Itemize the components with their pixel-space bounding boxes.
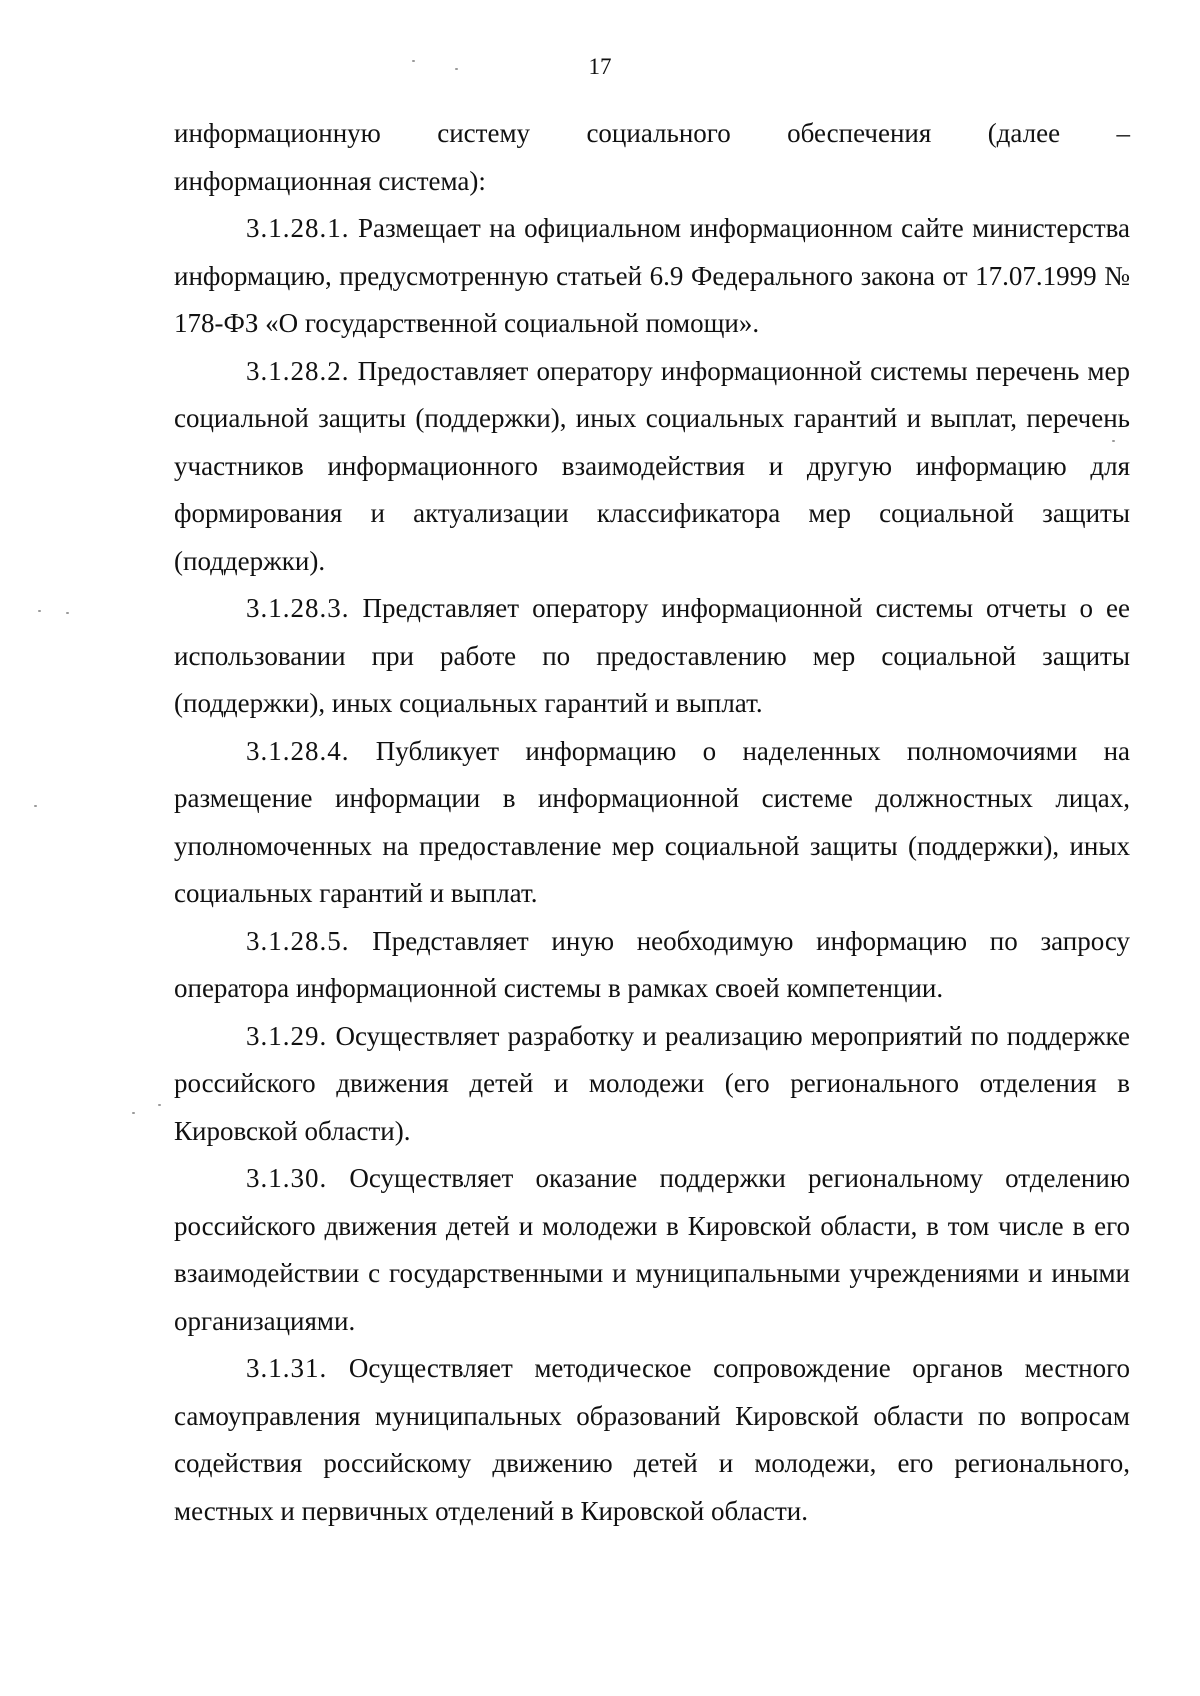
clause-number: 3.1.29. xyxy=(246,1020,328,1051)
intro-word: – xyxy=(1116,118,1130,148)
scan-speck xyxy=(1112,440,1115,442)
intro-word: (далее xyxy=(987,118,1061,148)
clause-3-1-28-3 xyxy=(174,585,1130,728)
clause-text: Размещает на официальном информационном сайте министерства информацию, предусмотренную статьей 6.9 Федерального закона от 17.07.1999 № 178-ФЗ «О государственной социальной помощи». xyxy=(174,213,1130,338)
clause-text: Предоставляет оператору информационной системы перечень мер социальной защиты (поддержки), иных социальных гарантий и выплат, перечень участников информационного взаимодействия и другую информацию для формирования и актуализации классификатора мер социальной защиты (поддержки). xyxy=(174,355,1130,576)
clause-3-1-28-1 xyxy=(174,205,1130,348)
intro-word: обеспечения xyxy=(787,118,932,148)
clause-text: Осуществляет разработку и реализацию мероприятий по поддержке российского движения детей и молодежи (его регионального отделения в Кировской области). xyxy=(174,1020,1130,1146)
clause-text: Публикует информацию о наделенных полномочиями на размещение информации в информационной системе должностных лицах, уполномоченных на предоставление мер социальной защиты (поддержки), иных социальных гарантий и выплат. xyxy=(174,735,1130,908)
clause-3-1-28-5 xyxy=(174,918,1130,1013)
clause-number: 3.1.30. xyxy=(246,1163,328,1193)
page-number: 17 xyxy=(588,54,612,79)
clause-number: 3.1.28.2. xyxy=(246,355,350,386)
document-body xyxy=(174,110,1130,1535)
scan-speck xyxy=(412,60,415,62)
clause-3-1-28-4 xyxy=(174,728,1130,918)
clause-number: 3.1.28.3. xyxy=(246,593,350,623)
scan-speck xyxy=(158,1104,161,1106)
clause-text: Представляет оператору информационной системы отчеты о ее использовании при работе по предоставлению мер социальной защиты (поддержки), иных социальных гарантий и выплат. xyxy=(174,593,1130,718)
clause-3-1-30 xyxy=(174,1155,1130,1345)
intro-word: информационную xyxy=(174,118,381,148)
intro-word: социального xyxy=(586,118,731,148)
clause-text: Представляет иную необходимую информацию по запросу оператора информационной системы в рамках своей компетенции. xyxy=(174,925,1130,1003)
clause-3-1-28-2 xyxy=(174,348,1130,586)
scan-speck xyxy=(66,612,69,614)
scan-speck xyxy=(132,1112,135,1114)
intro-word: систему xyxy=(437,118,531,148)
clause-number: 3.1.31. xyxy=(246,1353,328,1383)
intro-paragraph xyxy=(174,110,1130,205)
clause-text: Осуществляет методическое сопровождение органов местного самоуправления муниципальных образований Кировской области по вопросам содействия российскому движению детей и молодежи, его регионального, местных и первичных отделений в Кировской области. xyxy=(174,1353,1130,1526)
clause-number: 3.1.28.5. xyxy=(246,925,350,956)
clause-number: 3.1.28.1. xyxy=(246,213,350,243)
scan-speck xyxy=(455,68,458,70)
clause-3-1-31 xyxy=(174,1345,1130,1535)
intro-second-line: информационная система): xyxy=(174,165,486,196)
intro-first-line xyxy=(174,110,1130,158)
clause-text: Осуществляет оказание поддержки региональному отделению российского движения детей и молодежи в Кировской области, в том числе в его взаимодействии с государственными и муниципальными учреждениями и иными организациями. xyxy=(174,1163,1130,1336)
scan-speck xyxy=(34,805,37,807)
scan-speck xyxy=(38,610,41,612)
clause-number: 3.1.28.4. xyxy=(246,735,350,766)
clause-3-1-29 xyxy=(174,1013,1130,1156)
